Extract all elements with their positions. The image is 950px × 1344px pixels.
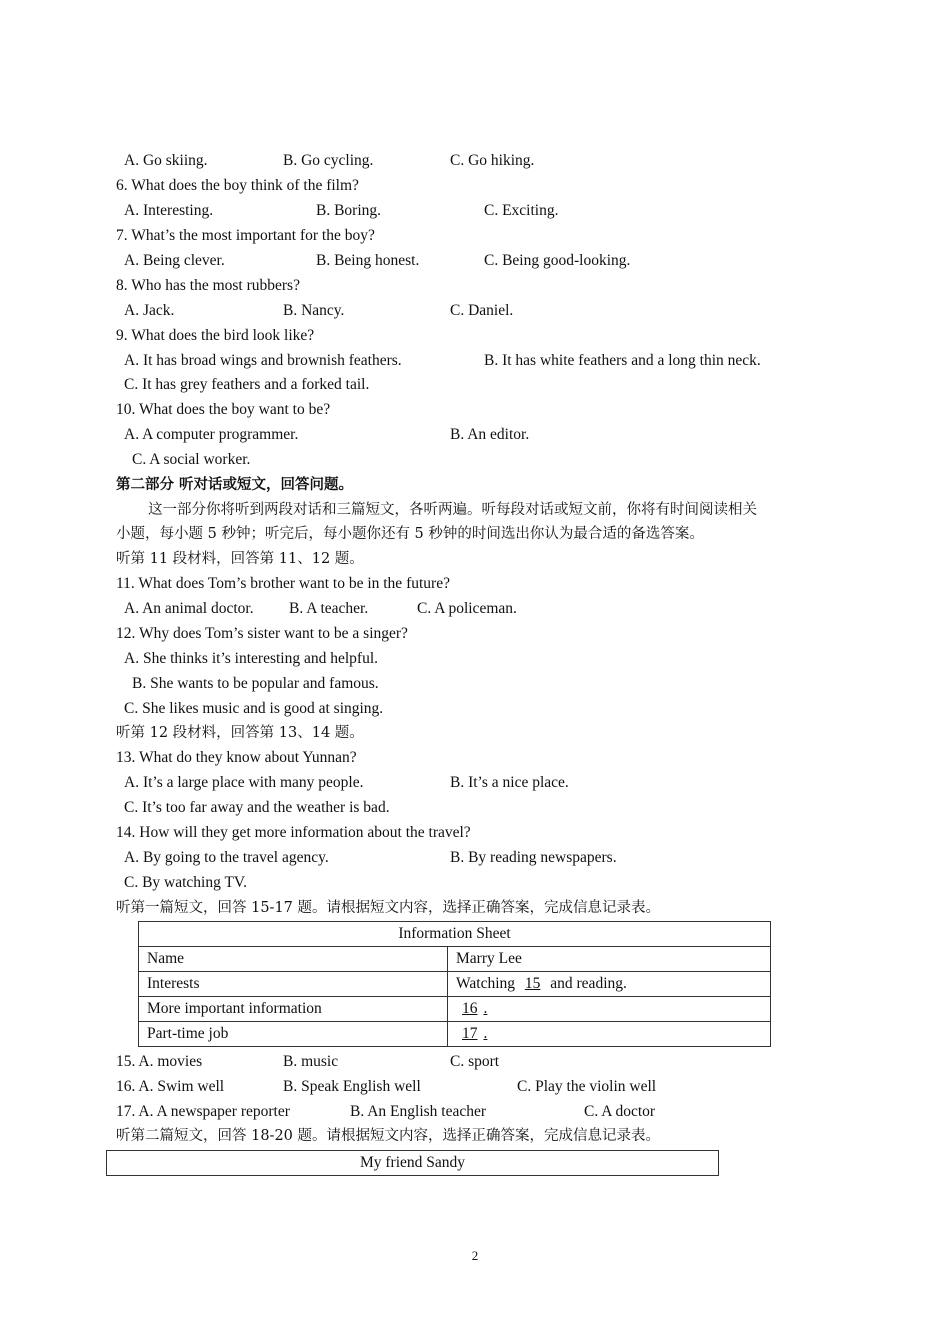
important-info-label: More important information — [139, 997, 448, 1022]
part2-instruction-line2: 小题，每小题 5 秒钟；听完后，每小题你还有 5 秒钟的时间选出你认为最合适的备选答案。 — [116, 526, 704, 542]
q13-option-b: B. It’s a nice place. — [450, 774, 569, 791]
q7-option-a: A. Being clever. — [124, 252, 225, 269]
q14-stem: 14. How will they get more information about the travel? — [116, 824, 471, 841]
sandy-table-title: My friend Sandy — [106, 1150, 719, 1176]
important-info-value — [448, 997, 771, 1022]
q5-option-a: A. Go skiing. — [124, 152, 208, 169]
q12-option-b: B. She wants to be popular and famous. — [132, 675, 379, 692]
q11-option-a: A. An animal doctor. — [124, 600, 254, 617]
material-12-heading: 听第 12 段材料，回答第 13、14 题。 — [116, 725, 364, 741]
q12-option-a: A. She thinks it’s interesting and helpful. — [124, 650, 379, 667]
q16-option-a: 16. A. Swim well — [116, 1078, 225, 1095]
q6-option-b: B. Boring. — [316, 202, 382, 219]
part-time-job-label: Part-time job — [139, 1022, 448, 1047]
q11-option-b: B. A teacher. — [289, 600, 369, 617]
q8-stem: 8. Who has the most rubbers? — [116, 277, 300, 294]
q14-option-c: C. By watching TV. — [124, 874, 248, 891]
part-time-job-value — [448, 1022, 771, 1047]
passage-2-heading: 听第二篇短文，回答 18-20 题。请根据短文内容，选择正确答案，完成信息记录表。 — [116, 1128, 661, 1144]
part2-heading: 第二部分 听对话或短文，回答问题。 — [116, 477, 354, 493]
q11-option-c: C. A policeman. — [417, 600, 517, 617]
q6-option-c: C. Exciting. — [484, 202, 559, 219]
q13-stem: 13. What do they know about Yunnan? — [116, 749, 357, 766]
passage-1-heading: 听第一篇短文，回答 15-17 题。请根据短文内容，选择正确答案，完成信息记录表。 — [116, 900, 661, 916]
q17-option-b: B. An English teacher — [350, 1103, 487, 1120]
q8-option-b: B. Nancy. — [283, 302, 345, 319]
q12-option-c: C. She likes music and is good at singing. — [124, 700, 384, 717]
name-value: Marry Lee — [448, 947, 771, 972]
name-label: Name — [139, 947, 448, 972]
q15-option-c: C. sport — [450, 1053, 500, 1070]
q9-option-b: B. It has white feathers and a long thin neck. — [484, 352, 761, 369]
blank-17-dot: . — [483, 1025, 488, 1042]
q14-option-b: B. By reading newspapers. — [450, 849, 617, 866]
interests-value — [448, 972, 771, 997]
q7-option-c: C. Being good-looking. — [484, 252, 631, 269]
q9-option-a: A. It has broad wings and brownish feathers. — [124, 352, 402, 369]
information-sheet-table — [138, 921, 771, 1047]
q10-option-b: B. An editor. — [450, 426, 530, 443]
q13-option-c: C. It’s too far away and the weather is bad. — [124, 799, 390, 816]
q5-option-b: B. Go cycling. — [283, 152, 374, 169]
q12-stem: 12. Why does Tom’s sister want to be a singer? — [116, 625, 408, 642]
q5-option-c: C. Go hiking. — [450, 152, 535, 169]
interests-suffix: and reading. — [550, 975, 627, 992]
interests-prefix: Watching — [456, 975, 516, 992]
information-sheet-title: Information Sheet — [139, 922, 771, 947]
q11-stem: 11. What does Tom’s brother want to be in the future? — [116, 575, 450, 592]
q9-stem: 9. What does the bird look like? — [116, 327, 315, 344]
blank-17: 17 — [462, 1025, 478, 1042]
q15-option-b: B. music — [283, 1053, 339, 1070]
interests-label: Interests — [139, 972, 448, 997]
q9-option-c: C. It has grey feathers and a forked tail. — [124, 376, 370, 393]
q13-option-a: A. It’s a large place with many people. — [124, 774, 364, 791]
q8-option-c: C. Daniel. — [450, 302, 514, 319]
q10-option-a: A. A computer programmer. — [124, 426, 299, 443]
blank-16: 16 — [462, 1000, 478, 1017]
q10-stem: 10. What does the boy want to be? — [116, 401, 331, 418]
q10-option-c: C. A social worker. — [132, 451, 251, 468]
q17-option-c: C. A doctor — [584, 1103, 656, 1120]
page-number: 2 — [471, 1248, 479, 1263]
q6-option-a: A. Interesting. — [124, 202, 214, 219]
q7-option-b: B. Being honest. — [316, 252, 420, 269]
q16-option-b: B. Speak English well — [283, 1078, 421, 1095]
q17-option-a: 17. A. A newspaper reporter — [116, 1103, 290, 1120]
part2-instruction-line1: 这一部分你将听到两段对话和三篇短文，各听两遍。听每段对话或短文前，你将有时间阅读相关 — [148, 502, 757, 518]
blank-16-dot: . — [483, 1000, 488, 1017]
q15-option-a: 15. A. movies — [116, 1053, 203, 1070]
q8-option-a: A. Jack. — [124, 302, 175, 319]
material-11-heading: 听第 11 段材料，回答第 11、12 题。 — [116, 551, 364, 567]
q16-option-c: C. Play the violin well — [517, 1078, 657, 1095]
blank-15: 15 — [524, 975, 541, 992]
q6-stem: 6. What does the boy think of the film? — [116, 177, 359, 194]
q14-option-a: A. By going to the travel agency. — [124, 849, 329, 866]
q7-stem: 7. What’s the most important for the boy? — [116, 227, 375, 244]
